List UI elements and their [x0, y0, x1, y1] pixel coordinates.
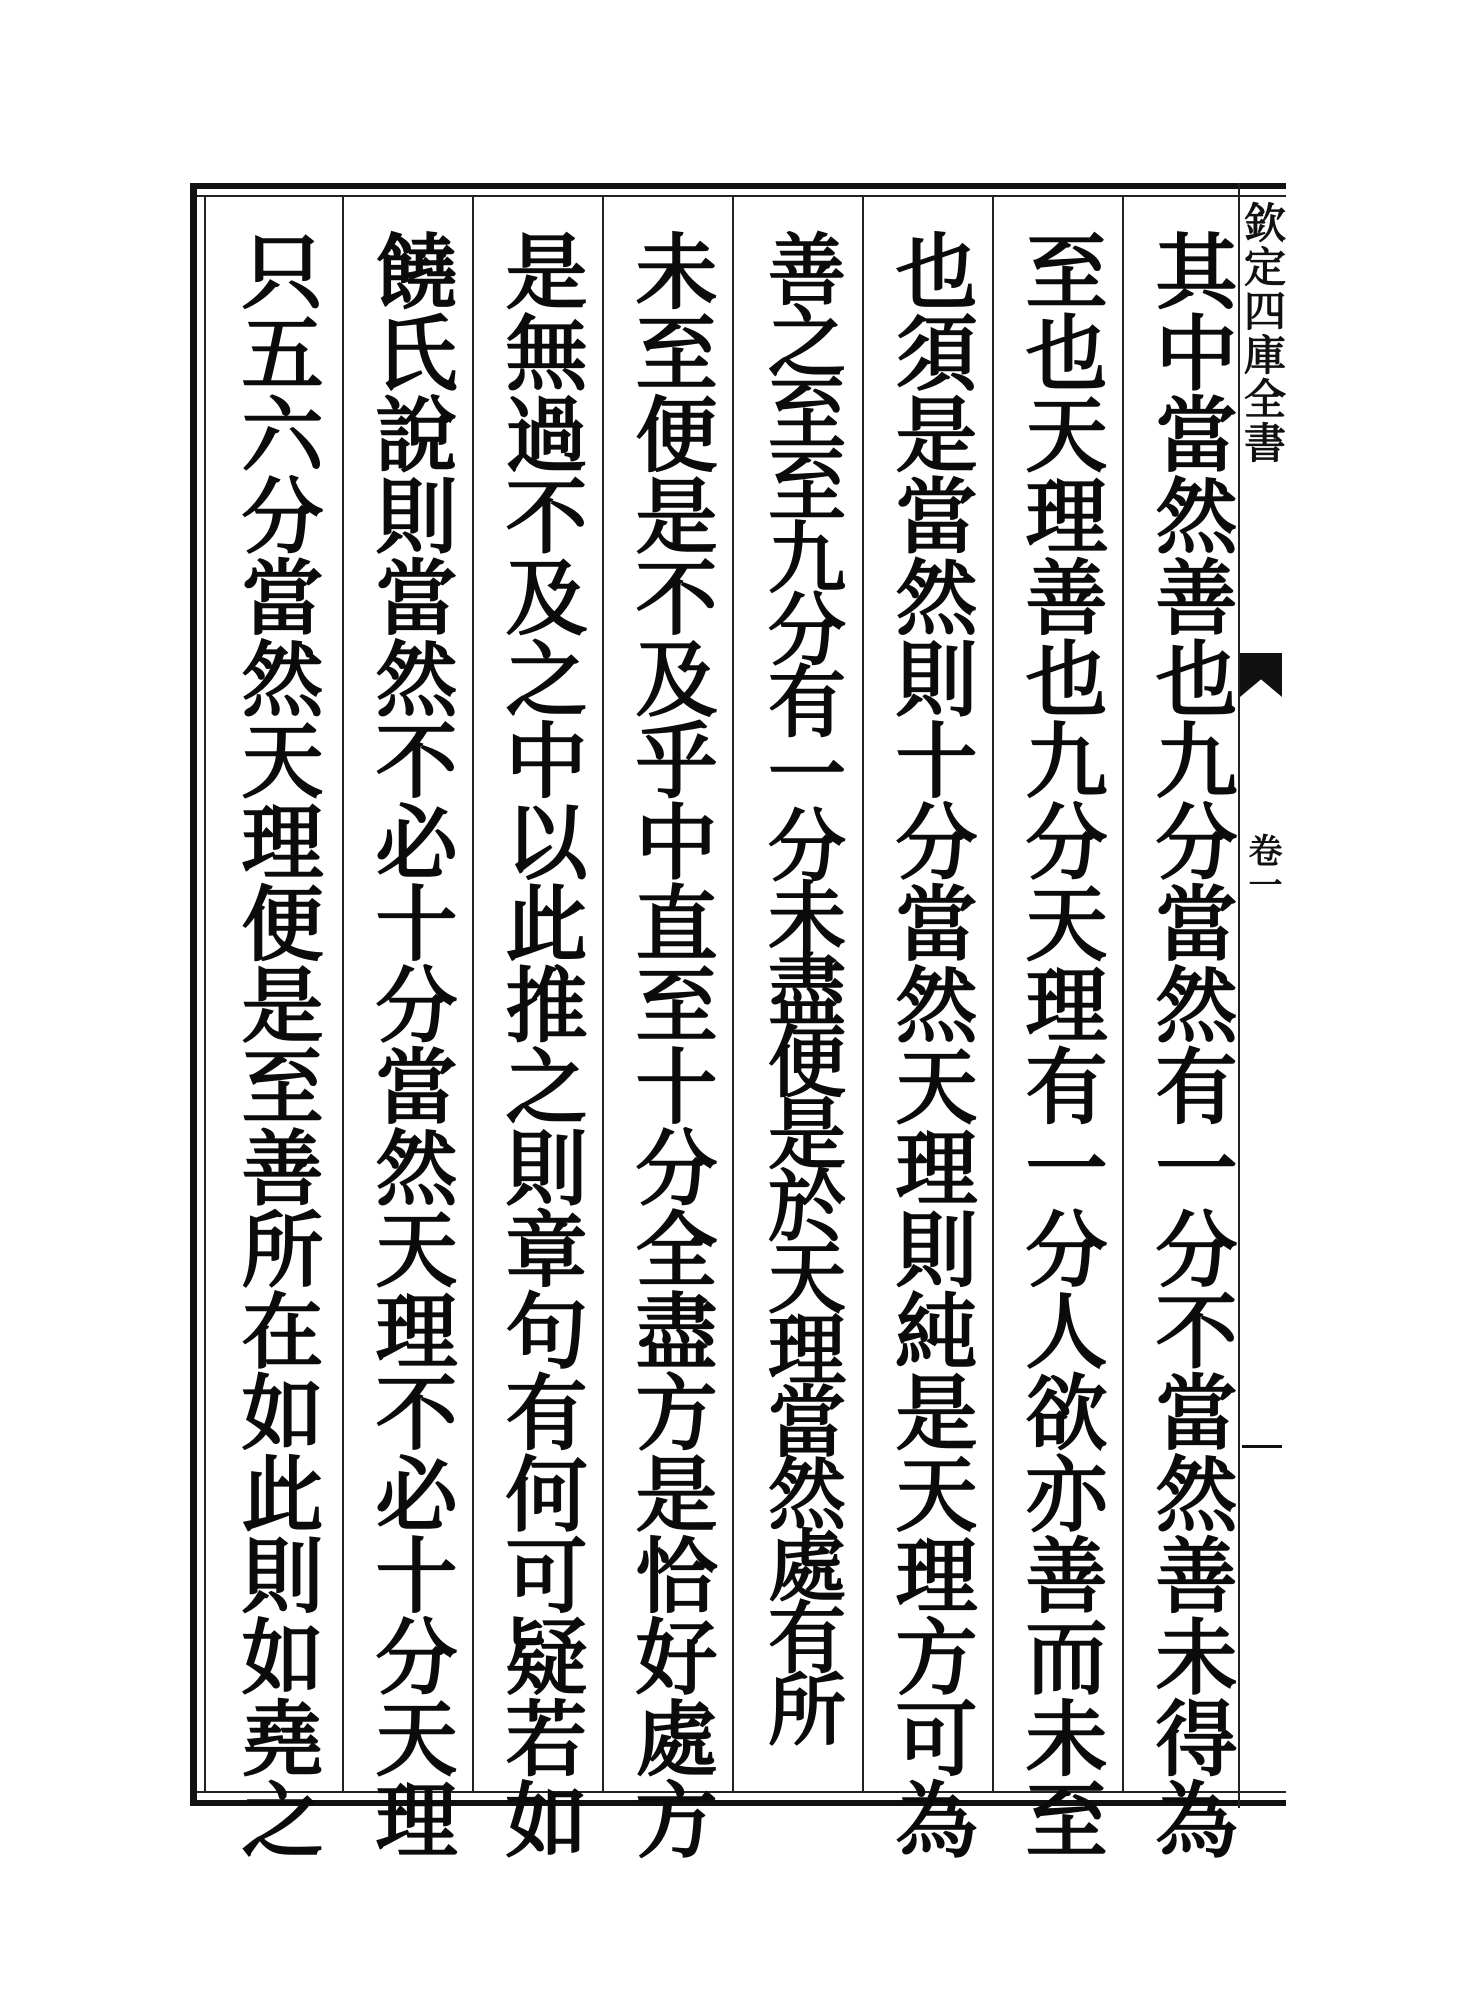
column-divider — [862, 197, 864, 1793]
column-text: 至也天理善也九分天理有一分人欲亦善而未至 — [1012, 229, 1108, 1859]
column-divider — [732, 197, 734, 1793]
book-title: 欽定四庫全書 — [1238, 201, 1287, 465]
column-text: 其中當然善也九分當然有一分不當然善未得為 — [1142, 229, 1238, 1859]
column-divider — [472, 197, 474, 1793]
frame-border-left — [190, 183, 197, 1806]
column-divider — [1122, 197, 1124, 1793]
column-divider — [602, 197, 604, 1793]
column-divider — [342, 197, 344, 1793]
frame-border-top — [190, 183, 1286, 189]
margin-strip — [1238, 183, 1286, 1808]
text-column-5 — [608, 229, 732, 1859]
text-column-1 — [1128, 229, 1252, 1859]
text-column-4 — [738, 229, 862, 1789]
column-text: 也須是當然則十分當然天理則純是天理方可為 — [882, 229, 978, 1859]
volume-label: 卷一 — [1242, 833, 1282, 901]
text-column-8 — [214, 229, 338, 1859]
fish-tail-mark — [1240, 653, 1282, 697]
text-column-7 — [348, 229, 472, 1859]
column-text: 是無過不及之中以此推之則章句有何可疑若如 — [492, 229, 588, 1859]
column-text: 未至便是不及乎中直至十分全盡方是恰好處方 — [622, 229, 718, 1859]
text-column-2 — [998, 229, 1122, 1859]
text-column-6 — [478, 229, 602, 1859]
column-divider — [992, 197, 994, 1793]
column-text: 只五六分當然天理便是至善所在如此則如堯之 — [228, 229, 324, 1859]
page-frame — [190, 183, 1286, 1859]
text-column-3 — [868, 229, 992, 1859]
frame-border-left-inner — [204, 195, 206, 1793]
page-mark — [1242, 1445, 1282, 1448]
column-text: 饒氏說則當然不必十分當然天理不必十分天理 — [362, 229, 458, 1859]
column-text: 善之至至九分有一分未盡便是於天理當然處有所 — [755, 229, 846, 1741]
